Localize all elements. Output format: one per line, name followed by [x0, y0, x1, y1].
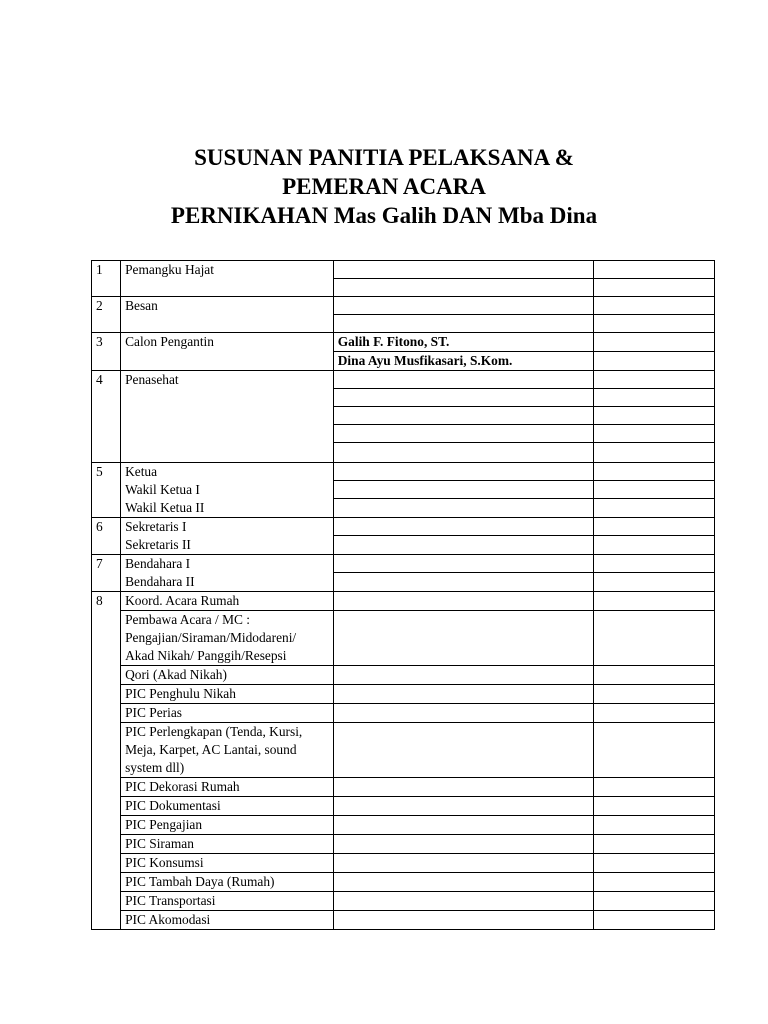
role-cell [121, 835, 334, 854]
extra-cell [593, 297, 714, 315]
name-cell [333, 854, 593, 873]
name-cell [333, 315, 593, 333]
table-row [92, 518, 715, 536]
role-line: Bendahara I [125, 556, 191, 571]
extra-cell [593, 685, 714, 704]
name-cell [333, 573, 593, 592]
role-line: PIC Dokumentasi [125, 798, 221, 813]
role-line: PIC Pengajian [125, 817, 203, 832]
role-text [125, 873, 329, 891]
table-row [92, 685, 715, 704]
role-line: Pemangku Hajat [125, 262, 214, 277]
role-line: system dll) [125, 760, 185, 775]
table-row [92, 704, 715, 723]
table-row [92, 797, 715, 816]
role-cell [121, 611, 334, 666]
name-cell [333, 704, 593, 723]
table-row [92, 555, 715, 573]
name-cell [333, 371, 593, 389]
extra-cell [593, 425, 714, 443]
role-text [125, 816, 329, 834]
extra-cell [593, 481, 714, 499]
role-cell [121, 666, 334, 685]
extra-cell [593, 778, 714, 797]
role-text [125, 666, 329, 684]
extra-cell [593, 555, 714, 573]
name-cell [333, 425, 593, 443]
table-row [92, 911, 715, 930]
name-cell [333, 555, 593, 573]
role-line: PIC Siraman [125, 836, 194, 851]
name-cell [333, 666, 593, 685]
role-cell [121, 371, 334, 463]
role-line: Sekretaris II [125, 537, 191, 552]
table-row [92, 892, 715, 911]
role-cell [121, 797, 334, 816]
table-row [92, 463, 715, 481]
table-row [92, 835, 715, 854]
role-text [125, 892, 329, 910]
name-cell [333, 873, 593, 892]
role-text [125, 797, 329, 815]
role-line: Bendahara II [125, 574, 195, 589]
name-cell [333, 892, 593, 911]
role-text [125, 555, 329, 591]
name-cell [333, 389, 593, 407]
role-line: PIC Tambah Daya (Rumah) [125, 874, 275, 889]
role-cell [121, 518, 334, 555]
role-cell [121, 816, 334, 835]
extra-cell [593, 443, 714, 463]
name-cell [333, 611, 593, 666]
title-line-3: PERNIKAHAN Mas Galih DAN Mba Dina [170, 203, 598, 228]
row-number: 6 [92, 518, 121, 555]
table-row [92, 873, 715, 892]
role-cell [121, 261, 334, 297]
role-cell [121, 704, 334, 723]
name-cell [333, 463, 593, 481]
role-text [125, 611, 329, 665]
role-text [125, 518, 329, 554]
name-cell [333, 261, 593, 279]
row-number: 5 [92, 463, 121, 518]
row-number: 4 [92, 371, 121, 463]
role-text [125, 261, 329, 279]
extra-cell [593, 499, 714, 518]
extra-cell [593, 892, 714, 911]
name-cell [333, 443, 593, 463]
table-row [92, 854, 715, 873]
title-line-1: SUSUNAN PANITIA PELAKSANA & [194, 145, 574, 170]
role-cell [121, 873, 334, 892]
role-text [125, 723, 329, 777]
extra-cell [593, 723, 714, 778]
extra-cell [593, 536, 714, 555]
name-cell: Dina Ayu Musfikasari, S.Kom. [333, 352, 593, 371]
name-cell [333, 499, 593, 518]
role-cell [121, 297, 334, 333]
extra-cell [593, 611, 714, 666]
table-row [92, 333, 715, 352]
role-cell [121, 555, 334, 592]
role-line: PIC Perias [125, 705, 182, 720]
role-line: Akad Nikah/ Panggih/Resepsi [125, 648, 287, 663]
extra-cell [593, 518, 714, 536]
extra-cell [593, 911, 714, 930]
name-cell: Galih F. Fitono, ST. [333, 333, 593, 352]
name-cell [333, 778, 593, 797]
role-text [125, 592, 329, 610]
role-text [125, 333, 329, 351]
role-line: Koord. Acara Rumah [125, 593, 240, 608]
role-line: PIC Perlengkapan (Tenda, Kursi, [125, 724, 303, 739]
extra-cell [593, 371, 714, 389]
extra-cell [593, 835, 714, 854]
role-text [125, 685, 329, 703]
row-number: 8 [92, 592, 121, 930]
role-cell [121, 592, 334, 611]
document-title [0, 143, 768, 230]
role-cell [121, 911, 334, 930]
role-cell [121, 685, 334, 704]
row-number: 7 [92, 555, 121, 592]
committee-table [91, 260, 715, 930]
name-cell [333, 536, 593, 555]
role-line: PIC Dekorasi Rumah [125, 779, 240, 794]
name-cell [333, 685, 593, 704]
role-cell [121, 892, 334, 911]
table-row [92, 371, 715, 389]
role-line: Calon Pengantin [125, 334, 214, 349]
table-row [92, 723, 715, 778]
table-row [92, 592, 715, 611]
extra-cell [593, 407, 714, 425]
name-cell [333, 723, 593, 778]
role-text [125, 371, 329, 389]
role-line: Meja, Karpet, AC Lantai, sound [125, 742, 297, 757]
role-line: Pembawa Acara / MC : [125, 612, 251, 627]
table-row [92, 816, 715, 835]
extra-cell [593, 704, 714, 723]
table-row [92, 297, 715, 315]
role-text [125, 854, 329, 872]
extra-cell [593, 333, 714, 352]
extra-cell [593, 315, 714, 333]
extra-cell [593, 261, 714, 279]
role-line: Ketua [125, 464, 158, 479]
role-line: PIC Transportasi [125, 893, 216, 908]
name-cell [333, 592, 593, 611]
role-line: Qori (Akad Nikah) [125, 667, 227, 682]
name-cell [333, 279, 593, 297]
role-text [125, 835, 329, 853]
role-cell [121, 463, 334, 518]
name-cell [333, 835, 593, 854]
role-line: Sekretaris I [125, 519, 187, 534]
name-cell [333, 518, 593, 536]
role-cell [121, 854, 334, 873]
role-cell [121, 333, 334, 371]
extra-cell [593, 573, 714, 592]
name-cell [333, 407, 593, 425]
extra-cell [593, 389, 714, 407]
role-text [125, 463, 329, 517]
role-text [125, 911, 329, 929]
role-line: PIC Penghulu Nikah [125, 686, 236, 701]
name-cell [333, 816, 593, 835]
name-cell [333, 911, 593, 930]
role-line: Pengajian/Siraman/Midodareni/ [125, 630, 297, 645]
table-row [92, 778, 715, 797]
role-text [125, 778, 329, 796]
row-number: 3 [92, 333, 121, 371]
role-line: Wakil Ketua I [125, 482, 200, 497]
role-line: Besan [125, 298, 158, 313]
role-cell [121, 778, 334, 797]
role-line: PIC Konsumsi [125, 855, 204, 870]
extra-cell [593, 797, 714, 816]
role-line: PIC Akomodasi [125, 912, 211, 927]
extra-cell [593, 666, 714, 685]
table-row [92, 261, 715, 279]
role-line: Wakil Ketua II [125, 500, 205, 515]
name-cell [333, 297, 593, 315]
extra-cell [593, 873, 714, 892]
role-text [125, 297, 329, 315]
extra-cell [593, 279, 714, 297]
table-row [92, 666, 715, 685]
extra-cell [593, 592, 714, 611]
row-number: 2 [92, 297, 121, 333]
table-row [92, 611, 715, 666]
title-line-2: PEMERAN ACARA [282, 174, 486, 199]
name-cell [333, 481, 593, 499]
name-cell [333, 797, 593, 816]
role-line: Penasehat [125, 372, 179, 387]
extra-cell [593, 816, 714, 835]
role-text [125, 704, 329, 722]
extra-cell [593, 352, 714, 371]
extra-cell [593, 854, 714, 873]
extra-cell [593, 463, 714, 481]
row-number: 1 [92, 261, 121, 297]
role-cell [121, 723, 334, 778]
